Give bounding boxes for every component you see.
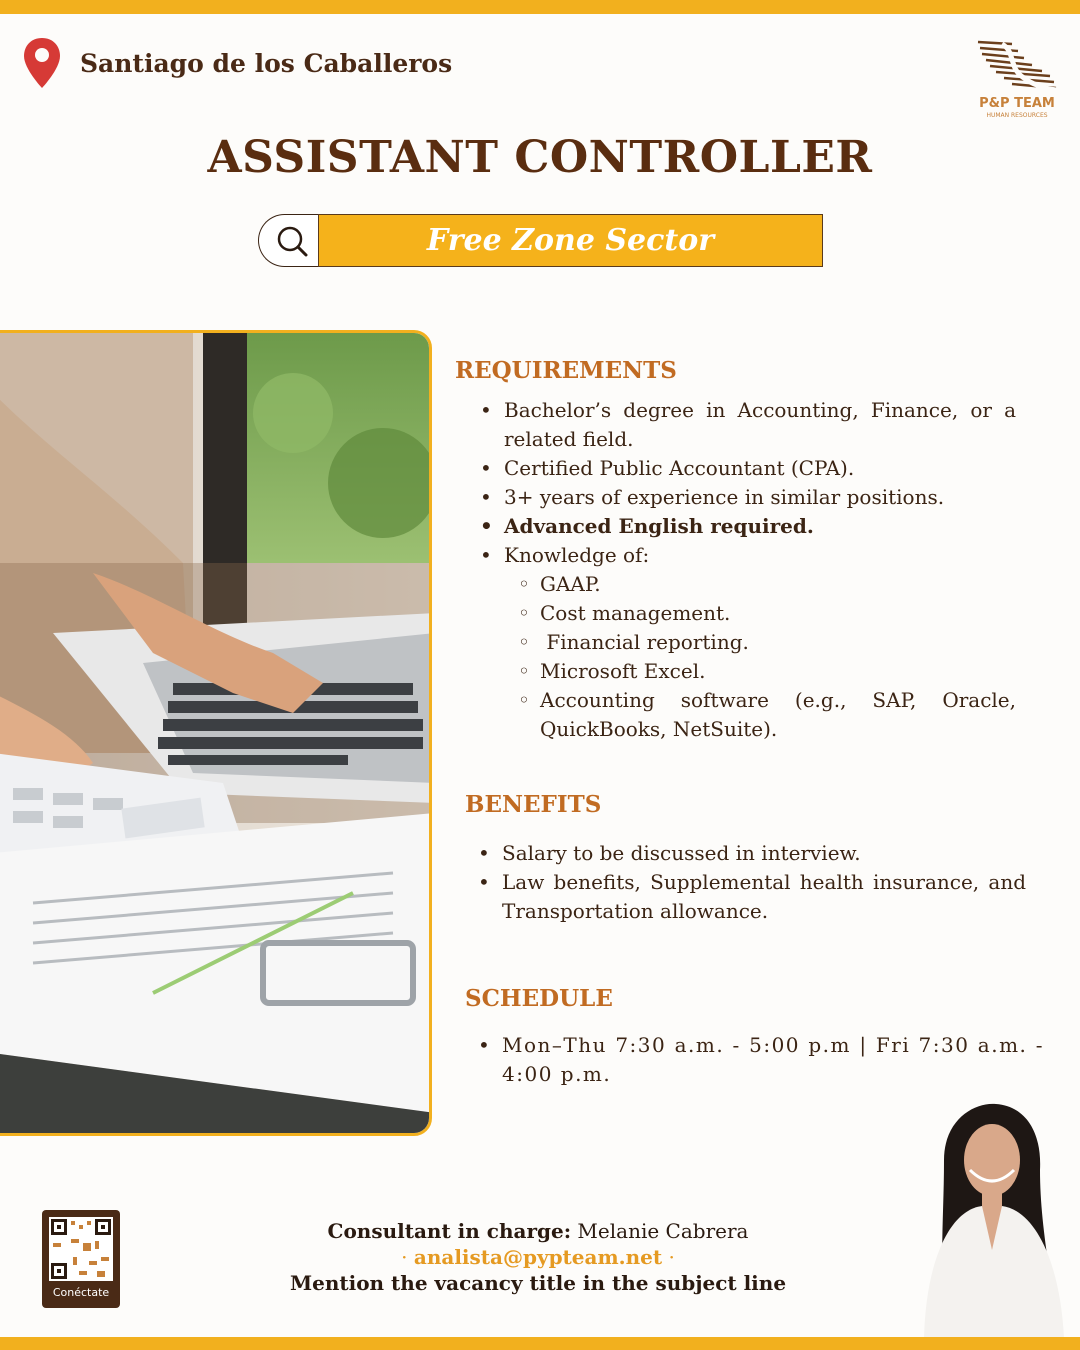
logo-text: P&P TEAM bbox=[979, 96, 1055, 111]
email-link[interactable]: analista@pypteam.net bbox=[413, 1245, 663, 1269]
subject-note: Mention the vacancy title in the subject line bbox=[289, 1271, 787, 1295]
knowledge-list bbox=[514, 570, 1016, 744]
sub-list-item: ◦ Microsoft Excel. bbox=[514, 657, 1016, 686]
requirements-list bbox=[478, 396, 1016, 744]
benefits-title: BENEFITS bbox=[465, 791, 602, 818]
logo-subtext: HUMAN RESOURCES bbox=[986, 112, 1048, 119]
sub-list-item: ◦ Financial reporting. bbox=[514, 628, 1016, 657]
email-line: · analista@pypteam.net · bbox=[401, 1245, 675, 1269]
schedule-list bbox=[476, 1031, 1044, 1089]
sub-list-item: ◦ Accounting software (e.g., SAP, Oracle, QuickBooks, NetSuite). bbox=[514, 686, 1016, 744]
qr-label: Conéctate bbox=[52, 1286, 110, 1299]
logo-mark bbox=[972, 38, 1062, 96]
consultant-name: Melanie Cabrera bbox=[571, 1219, 749, 1243]
knowledge-label: Knowledge of: bbox=[504, 543, 650, 567]
list-item: • Advanced English required. bbox=[478, 512, 1016, 541]
consultant-photo bbox=[904, 1100, 1074, 1338]
company-logo bbox=[972, 38, 1062, 122]
search-icon bbox=[259, 215, 319, 265]
contact-block bbox=[250, 1218, 826, 1296]
office-photo bbox=[0, 330, 432, 1136]
page-title: ASSISTANT CONTROLLER bbox=[207, 132, 873, 183]
sector-bar bbox=[258, 214, 823, 267]
sector-label-box bbox=[318, 214, 823, 267]
bottom-accent-bar bbox=[0, 1337, 1080, 1350]
schedule-title: SCHEDULE bbox=[465, 985, 613, 1012]
top-accent-bar bbox=[0, 0, 1080, 14]
location-pin-icon bbox=[22, 36, 62, 90]
qr-code[interactable] bbox=[42, 1210, 120, 1308]
laptop-calculator-image bbox=[0, 333, 432, 1136]
list-item: • Law benefits, Supplemental health insurance, and Transportation allowance. bbox=[476, 868, 1026, 926]
location-text: Santiago de los Caballeros bbox=[80, 48, 453, 78]
list-item: • Mon–Thu 7:30 a.m. - 5:00 p.m | Fri 7:30 a.m. - 4:00 p.m. bbox=[476, 1031, 1044, 1089]
location bbox=[22, 36, 452, 90]
list-item: • Salary to be discussed in interview. bbox=[476, 839, 1026, 868]
sub-list-item: ◦ GAAP. bbox=[514, 570, 1016, 599]
sector-label: Free Zone Sector bbox=[426, 223, 715, 258]
list-item: • Bachelor’s degree in Accounting, Finance, or a related field. bbox=[478, 396, 1016, 454]
requirements-title: REQUIREMENTS bbox=[455, 357, 677, 384]
consultant-line bbox=[250, 1218, 826, 1244]
list-item: • 3+ years of experience in similar positions. bbox=[478, 483, 1016, 512]
list-item-knowledge bbox=[478, 541, 1016, 744]
qr-code-icon bbox=[49, 1217, 113, 1281]
consultant-label: Consultant in charge: bbox=[327, 1219, 572, 1243]
sub-list-item: ◦ Cost management. bbox=[514, 599, 1016, 628]
benefits-list bbox=[476, 839, 1026, 926]
list-item: • Certified Public Accountant (CPA). bbox=[478, 454, 1016, 483]
